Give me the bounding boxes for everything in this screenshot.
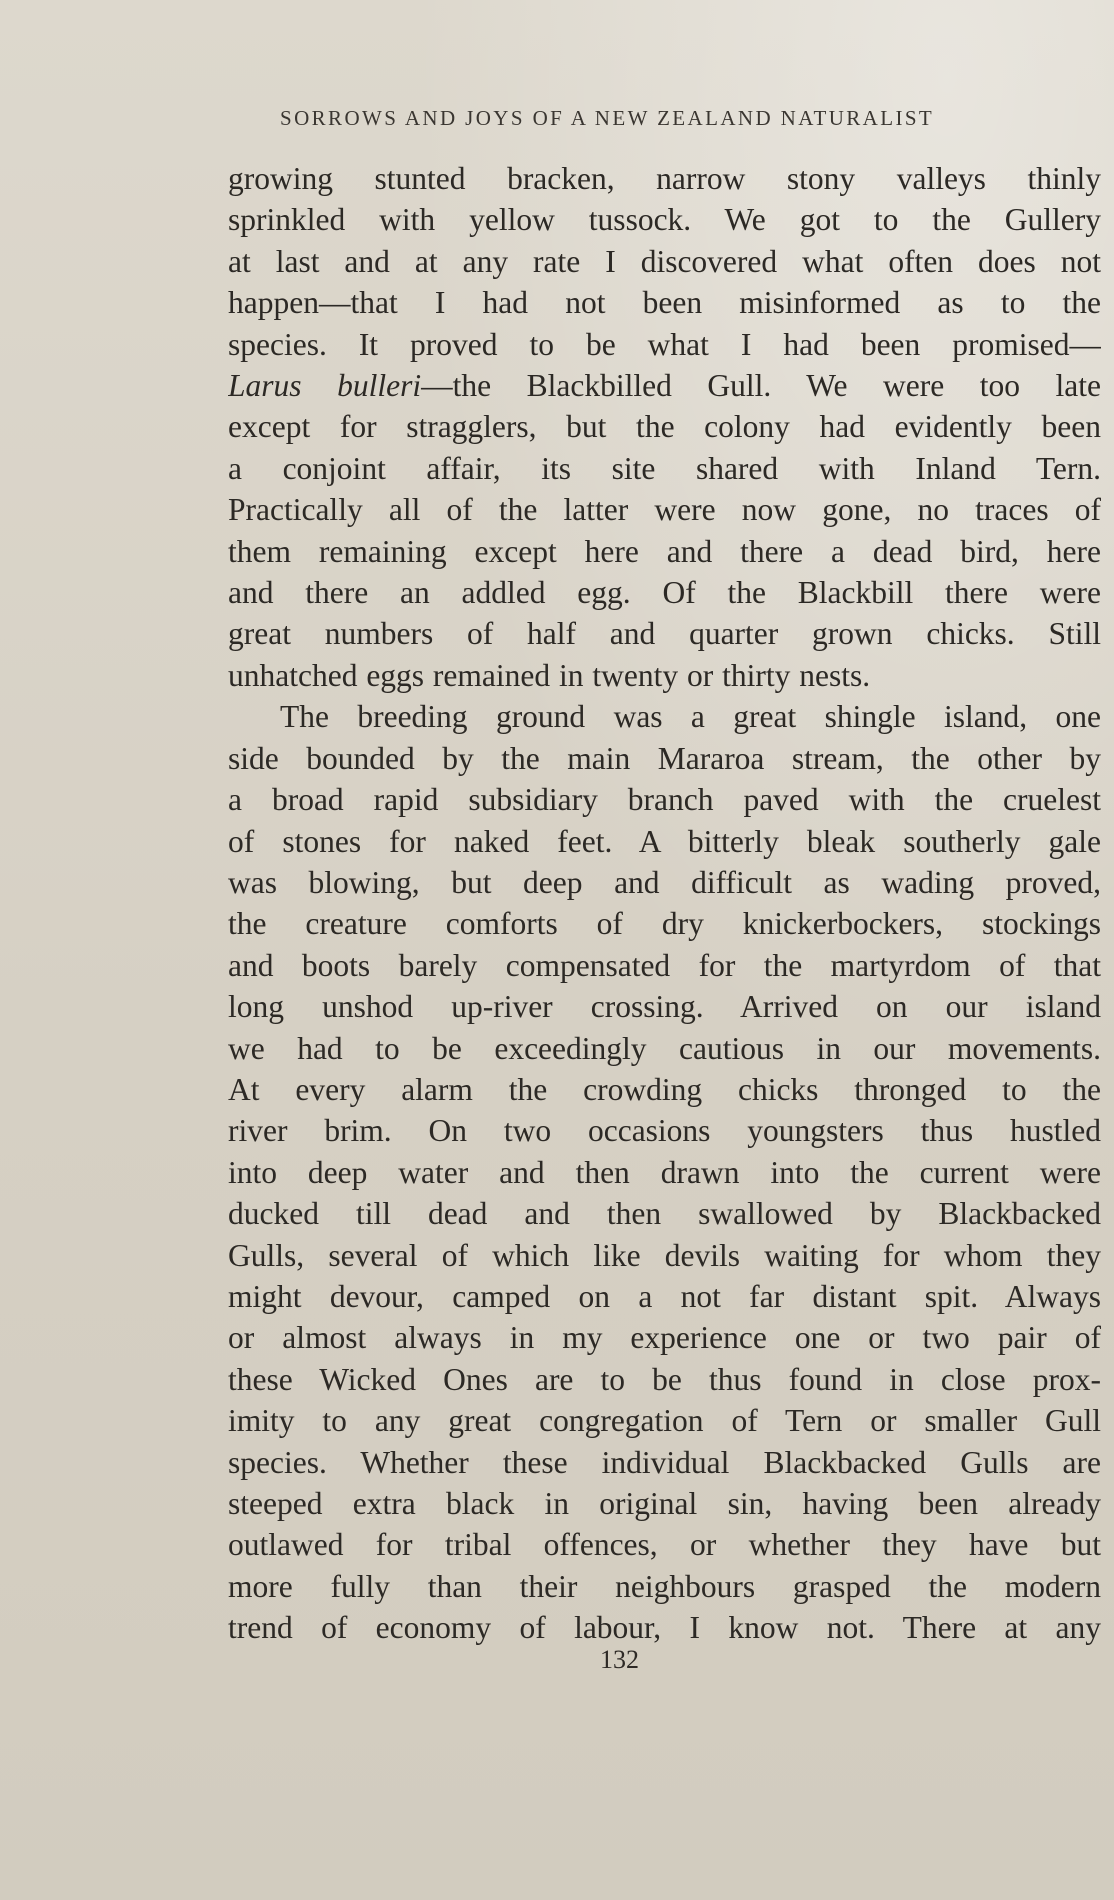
page-number: 132 xyxy=(600,1645,639,1674)
text-line: The breeding ground was a great shingle island, one xyxy=(280,699,1101,735)
text-line: side bounded by the main Mararoa stream, the other by xyxy=(228,740,1101,776)
text-line: at last and at any rate I discovered what often does not xyxy=(228,243,1101,279)
text-line: species. Whether these individual Blackbacked Gulls are xyxy=(228,1444,1101,1480)
text-line: them remaining except here and there a dead bird, here xyxy=(228,533,1101,569)
text-line: trend of economy of labour, I know not. There at any xyxy=(228,1610,1101,1646)
text-line: imity to any great congregation of Tern or smaller Gull xyxy=(228,1403,1101,1439)
text-line: unhatched eggs remained in twenty or thirty nests. xyxy=(228,657,871,693)
text-line: happen—that I had not been misinformed as to the xyxy=(228,285,1101,321)
text-line: Practically all of the latter were now gone, no traces of xyxy=(228,492,1101,528)
species-name: Larus bulleri xyxy=(228,368,422,404)
text-line: steeped extra black in original sin, having been already xyxy=(228,1486,1101,1521)
text-line: Gulls, several of which like devils waiting for whom they xyxy=(228,1237,1101,1273)
text-line: a conjoint affair, its site shared with Inland Tern. xyxy=(228,450,1101,486)
text-line: great numbers of half and quarter grown chicks. Still xyxy=(228,616,1101,652)
text-line: and boots barely compensated for the martyrdom of that xyxy=(228,947,1101,983)
text-line: a broad rapid subsidiary branch paved with the cruelest xyxy=(228,782,1101,818)
paragraph-2 xyxy=(228,696,1101,1648)
text-line: At every alarm the crowding chicks thronged to the xyxy=(228,1071,1101,1107)
text-line: outlawed for tribal offences, or whether they have but xyxy=(228,1527,1101,1563)
text-line: these Wicked Ones are to be thus found in close prox- xyxy=(228,1361,1101,1397)
text-line: more fully than their neighbours grasped the modern xyxy=(228,1568,1101,1604)
text-line: sprinkled with yellow tussock. We got to the Gullery xyxy=(228,202,1101,238)
text-line: and there an addled egg. Of the Blackbill there were xyxy=(228,575,1101,611)
text-line: long unshod up-river crossing. Arrived on our island xyxy=(228,989,1101,1025)
text-line: species. It proved to be what I had been promised— xyxy=(228,326,1101,362)
paragraph-1 xyxy=(228,158,1101,696)
text-line: ducked till dead and then swallowed by Blackbacked xyxy=(228,1196,1101,1232)
text-line: the creature comforts of dry knickerbockers, stockings xyxy=(228,906,1101,942)
text-line: Larus bulleri—the Blackbilled Gull. We were too late xyxy=(228,368,1101,404)
text-line: river brim. On two occasions youngsters thus hustled xyxy=(228,1113,1101,1149)
text-line: we had to be exceedingly cautious in our movements. xyxy=(228,1030,1101,1066)
text-line: was blowing, but deep and difficult as wading proved, xyxy=(228,864,1101,900)
text-line: into deep water and then drawn into the current were xyxy=(228,1154,1101,1190)
text-line: of stones for naked feet. A bitterly bleak southerly gale xyxy=(228,823,1101,859)
text-line: or almost always in my experience one or two pair of xyxy=(228,1320,1101,1356)
running-head: SORROWS AND JOYS OF A NEW ZEALAND NATURALIST xyxy=(280,106,935,130)
text-line: except for stragglers, but the colony had evidently been xyxy=(228,409,1101,445)
text-line: growing stunted bracken, narrow stony valleys thinly xyxy=(228,161,1101,196)
body-text xyxy=(228,158,1101,1649)
text-line: might devour, camped on a not far distant spit. Always xyxy=(228,1278,1101,1314)
